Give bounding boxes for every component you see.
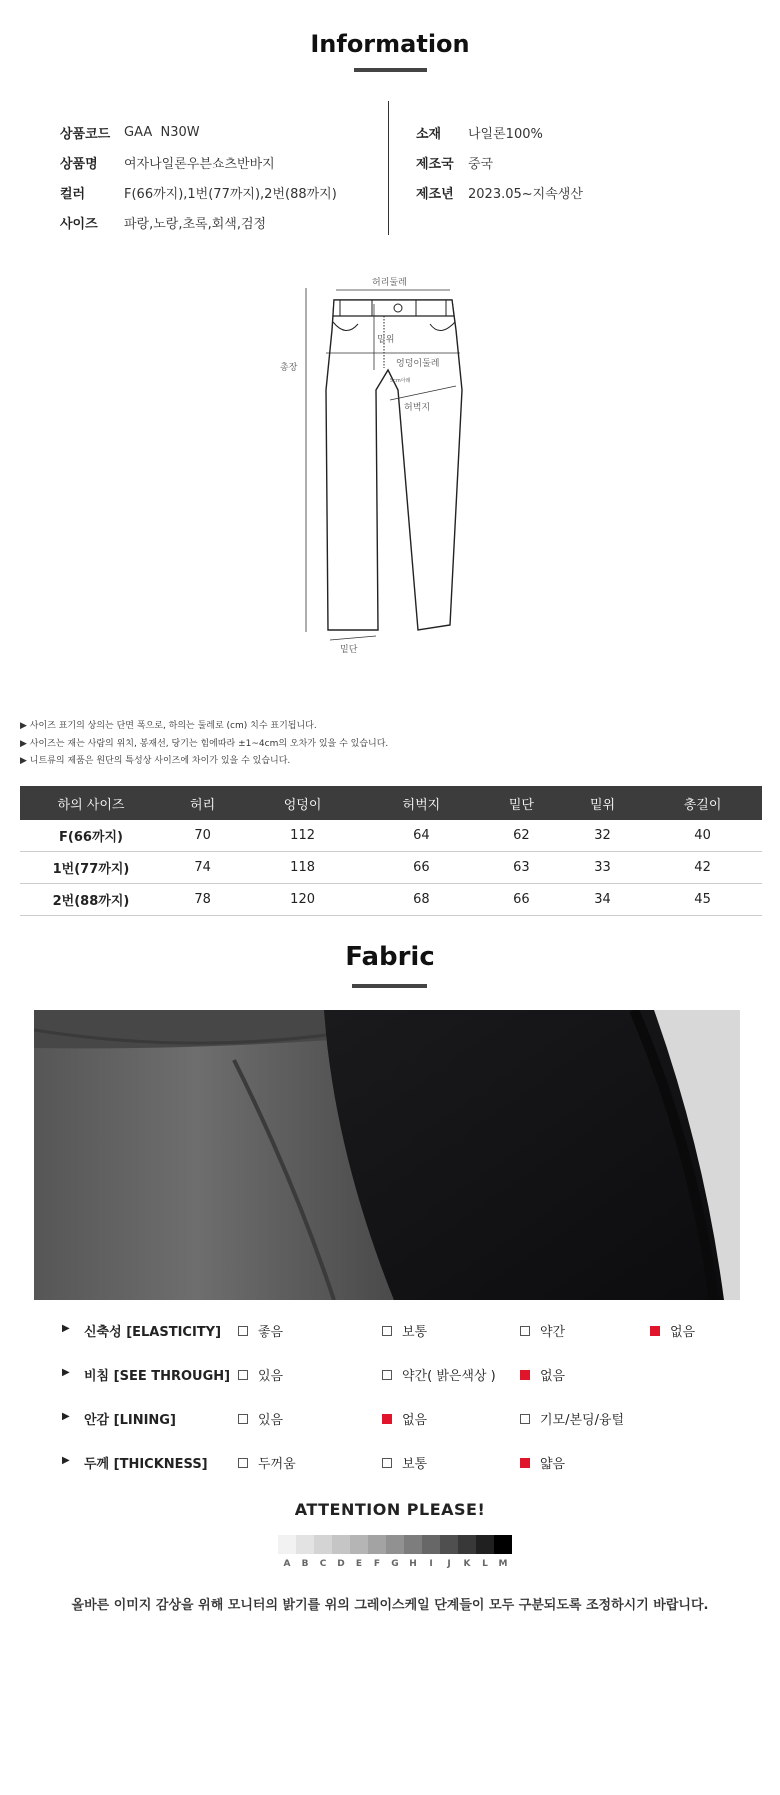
option	[520, 1453, 565, 1472]
table-cell: 2번(88까지)	[20, 884, 162, 916]
note-line: ▶ 니트류의 제품은 원단의 특성상 사이즈에 차이가 있을 수 있습니다.	[20, 756, 291, 766]
option-label: 좋음	[258, 1325, 284, 1340]
header-cell: 하의 사이즈	[20, 786, 162, 820]
fabric-row-label: 두께 [THICKNESS]	[84, 1457, 208, 1472]
info-key: 제조국	[416, 156, 454, 172]
bullet-arrow-icon: ▶	[62, 1455, 70, 1466]
header-cell: 밑단	[481, 786, 562, 820]
fabric-row-thickness	[0, 1452, 780, 1472]
grayscale-bar	[278, 1535, 512, 1554]
grayscale-letter: H	[409, 1559, 417, 1569]
info-divider	[388, 101, 389, 235]
info-key: 제조년	[416, 186, 454, 202]
option	[382, 1365, 496, 1384]
grayscale-letter: E	[355, 1559, 363, 1569]
option-label: 보통	[402, 1457, 428, 1472]
info-key: 소재	[416, 126, 442, 142]
grayscale-swatch	[368, 1535, 386, 1554]
table-cell: 1번(77까지)	[20, 852, 162, 884]
option-label: 있음	[258, 1413, 284, 1428]
total-label: 총장	[280, 363, 298, 373]
option	[382, 1453, 427, 1472]
table-cell: 66	[362, 852, 481, 884]
table-cell: 70	[162, 820, 243, 852]
table-cell: 120	[243, 884, 362, 916]
info-key: 상품명	[60, 156, 98, 172]
checkbox-icon	[382, 1326, 392, 1336]
pants-outline	[326, 300, 462, 630]
info-key: 컬러	[60, 186, 86, 202]
grayscale-swatch	[440, 1535, 458, 1554]
grayscale-letter: G	[391, 1559, 399, 1569]
option-label: 두꺼움	[258, 1457, 296, 1472]
grayscale-letter: A	[283, 1559, 291, 1569]
thigh-small-label: 5cm아래	[390, 378, 411, 384]
pants-measurement-diagram	[280, 270, 480, 660]
fabric-row-see-through	[0, 1364, 780, 1384]
checkbox-icon	[520, 1414, 530, 1424]
checkbox-icon	[238, 1326, 248, 1336]
info-key: 상품코드	[60, 126, 111, 142]
info-row-product-name	[60, 147, 337, 177]
checked-box-icon	[520, 1370, 530, 1380]
fabric-row-elasticity	[0, 1320, 780, 1340]
table-cell: 112	[243, 820, 362, 852]
table-cell: F(66까지)	[20, 820, 162, 852]
option-label: 기모/본딩/융털	[540, 1413, 625, 1428]
waist-label: 허리둘레	[372, 278, 407, 288]
option-label: 약간	[540, 1325, 566, 1340]
bullet-arrow-icon: ▶	[62, 1323, 70, 1334]
button-icon	[394, 304, 402, 312]
info-row-material	[416, 117, 583, 147]
info-value: GAA N30W	[124, 124, 200, 140]
option-label: 얇음	[540, 1457, 566, 1472]
grayscale-swatch	[458, 1535, 476, 1554]
info-value: 2023.05~지속생산	[468, 186, 583, 202]
table-cell: 66	[481, 884, 562, 916]
checkbox-icon	[238, 1458, 248, 1468]
info-value: 파랑,노랑,초록,회색,검정	[124, 216, 267, 232]
info-row-product-code	[60, 117, 337, 147]
grayscale-letter: J	[447, 1559, 451, 1569]
rise-label: 밑위	[377, 335, 395, 345]
table-cell: 118	[243, 852, 362, 884]
table-cell: 34	[562, 884, 643, 916]
grayscale-swatch	[494, 1535, 512, 1554]
hem-arrow	[330, 636, 376, 640]
information-title: Information	[310, 30, 470, 58]
option	[650, 1321, 695, 1340]
fabric-photo	[34, 1010, 740, 1300]
grayscale-letter: K	[463, 1559, 471, 1569]
info-right	[416, 117, 583, 207]
option-label: 있음	[258, 1369, 284, 1384]
grayscale-letter: B	[301, 1559, 309, 1569]
table-cell: 42	[643, 852, 762, 884]
grayscale-labels	[278, 1559, 512, 1569]
info-value: 여자나일론우븐쇼츠반바지	[124, 156, 275, 172]
checkbox-icon	[238, 1370, 248, 1380]
grayscale-swatch	[296, 1535, 314, 1554]
grayscale-swatch	[350, 1535, 368, 1554]
thigh-label: 허벅지	[404, 403, 431, 413]
table-cell: 32	[562, 820, 643, 852]
table-cell: 45	[643, 884, 762, 916]
table-cell: 33	[562, 852, 643, 884]
grayscale-letter: C	[319, 1559, 327, 1569]
info-left	[60, 117, 337, 237]
grayscale-swatch	[332, 1535, 350, 1554]
grayscale-letter: L	[482, 1559, 488, 1569]
checkbox-icon	[382, 1458, 392, 1468]
table-cell: 63	[481, 852, 562, 884]
grayscale-swatch	[404, 1535, 422, 1554]
fabric-row-label: 신축성 [ELASTICITY]	[84, 1325, 222, 1340]
table-cell: 68	[362, 884, 481, 916]
option	[238, 1453, 296, 1472]
bullet-arrow-icon: ▶	[62, 1411, 70, 1422]
fabric-row-lining	[0, 1408, 780, 1428]
grayscale-letter: M	[498, 1559, 508, 1569]
fabric-title: Fabric	[345, 942, 435, 972]
fabric-row-label: 안감 [LINING]	[84, 1413, 176, 1428]
checkbox-icon	[520, 1326, 530, 1336]
grayscale-swatch	[386, 1535, 404, 1554]
option	[382, 1321, 427, 1340]
table-cell: 78	[162, 884, 243, 916]
option-label: 없음	[402, 1413, 428, 1428]
size-table-header	[20, 786, 762, 820]
note-line: ▶ 사이즈 표기의 상의는 단면 폭으로, 하의는 둘레로 (cm) 치수 표기됩니다.	[20, 721, 317, 731]
info-key: 사이즈	[60, 216, 98, 232]
option	[382, 1409, 427, 1428]
table-cell: 74	[162, 852, 243, 884]
header-cell: 밑위	[562, 786, 643, 820]
table-cell: 40	[643, 820, 762, 852]
checked-box-icon	[520, 1458, 530, 1468]
grayscale-swatch	[476, 1535, 494, 1554]
information-title-underline	[354, 68, 427, 72]
info-row-year	[416, 177, 583, 207]
grayscale-letter: F	[373, 1559, 381, 1569]
checked-box-icon	[650, 1326, 660, 1336]
option-label: 없음	[670, 1325, 696, 1340]
grayscale-swatch	[278, 1535, 296, 1554]
checkbox-icon	[238, 1414, 248, 1424]
grayscale-letter: I	[429, 1559, 433, 1569]
grayscale-swatch	[314, 1535, 332, 1554]
table-cell: 62	[481, 820, 562, 852]
info-row-color	[60, 177, 337, 207]
info-value: 나일론100%	[468, 126, 543, 142]
table-row	[20, 884, 762, 916]
header-cell: 허벅지	[362, 786, 481, 820]
option	[520, 1409, 624, 1428]
option-label: 보통	[402, 1325, 428, 1340]
bullet-arrow-icon: ▶	[62, 1367, 70, 1378]
option	[520, 1365, 565, 1384]
table-row	[20, 852, 762, 884]
note-line: ▶ 사이즈는 재는 사람의 위치, 봉재선, 당기는 힘에따라 ±1~4cm의 오차가 있을 수 있습니다.	[20, 738, 389, 749]
option	[238, 1409, 283, 1428]
header-cell: 총길이	[643, 786, 762, 820]
option	[520, 1321, 565, 1340]
fabric-photo-image	[34, 1010, 740, 1300]
size-table	[20, 786, 762, 916]
info-value: F(66까지),1번(77까지),2번(88까지)	[124, 186, 337, 202]
fabric-title-underline	[352, 984, 427, 988]
table-cell: 64	[362, 820, 481, 852]
table-row	[20, 820, 762, 852]
header-cell: 허리	[162, 786, 243, 820]
fabric-row-label: 비침 [SEE THROUGH]	[84, 1369, 231, 1384]
info-row-size	[60, 207, 337, 237]
option-label: 없음	[540, 1369, 566, 1384]
info-row-country	[416, 147, 583, 177]
option	[238, 1365, 283, 1384]
header-cell: 엉덩이	[243, 786, 362, 820]
option-label: 약간( 밝은색상 )	[402, 1369, 496, 1384]
attention-message: 올바른 이미지 감상을 위해 모니터의 밝기를 위의 그레이스케일 단계들이 모두 구분되도록 조정하시기 바랍니다.	[71, 1598, 709, 1613]
size-notes	[20, 718, 388, 771]
info-value: 중국	[468, 156, 494, 172]
hem-label: 밑단	[340, 645, 358, 655]
grayscale-swatch	[422, 1535, 440, 1554]
grayscale-letter: D	[337, 1559, 345, 1569]
hip-label: 엉덩이둘레	[396, 359, 440, 369]
checkbox-icon	[382, 1370, 392, 1380]
option	[238, 1321, 283, 1340]
checked-box-icon	[382, 1414, 392, 1424]
attention-title: ATTENTION PLEASE!	[294, 1500, 486, 1519]
